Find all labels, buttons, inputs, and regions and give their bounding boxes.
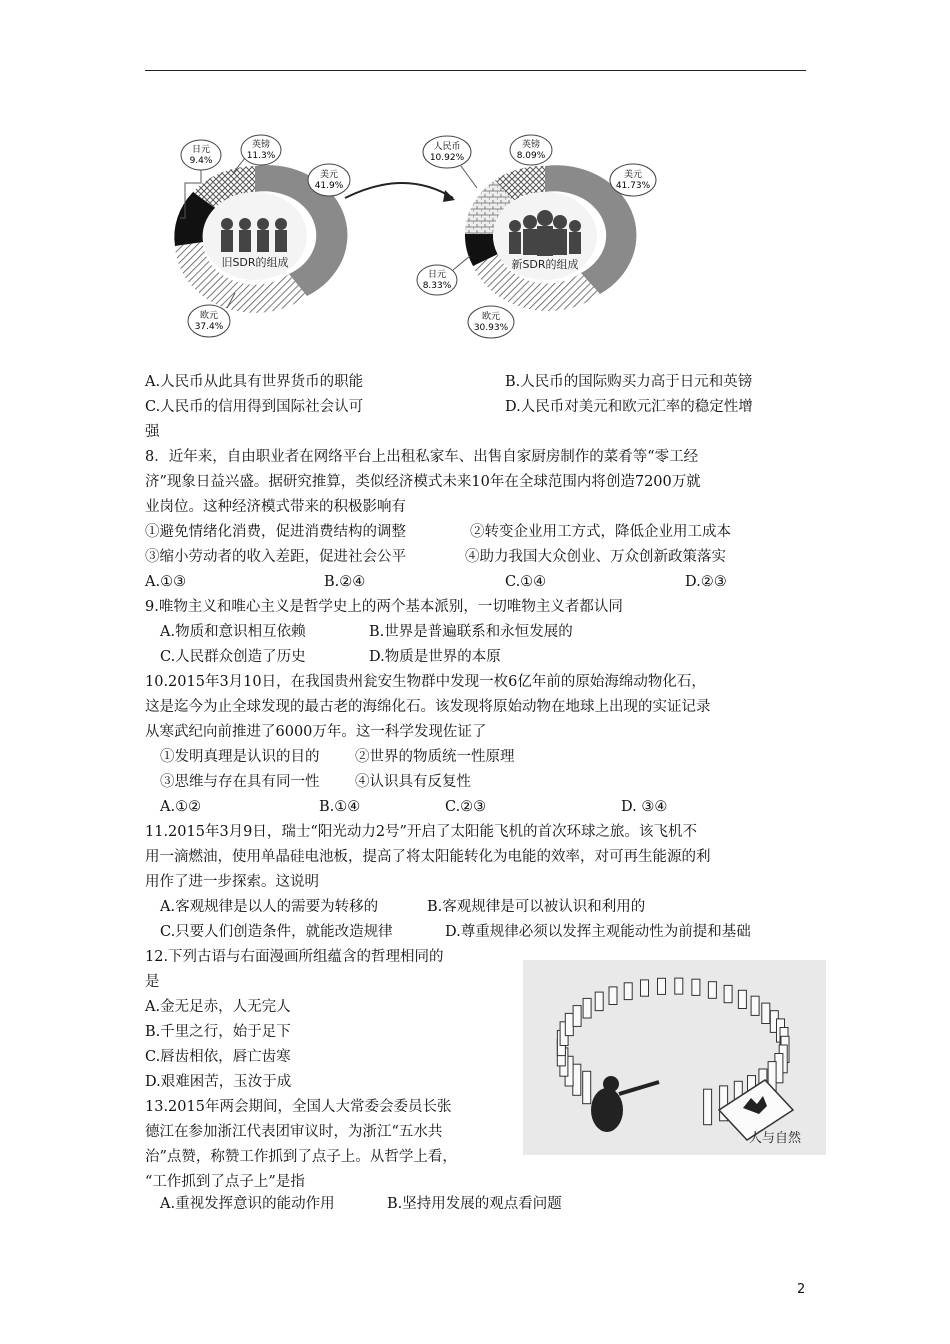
q12-stem-1: 12.下列古语与右面漫画所组蕴含的哲理相同的 xyxy=(145,949,444,965)
q8-option-c: C.①④ xyxy=(505,574,547,590)
q8-item-3: ③缩小劳动者的收入差距，促进社会公平 xyxy=(145,549,406,565)
q10-option-c: C.②③ xyxy=(445,799,487,815)
q8-option-b: B.②④ xyxy=(324,574,366,590)
q8-item-2: ②转变企业用工方式，降低企业用工成本 xyxy=(470,524,731,540)
header-rule xyxy=(145,70,806,71)
domino xyxy=(692,979,700,995)
new-sdr-center-label: 新SDR的组成 xyxy=(511,258,579,271)
svg-text:30.93%: 30.93% xyxy=(473,323,509,333)
svg-text:日元: 日元 xyxy=(427,270,447,280)
svg-text:41.9%: 41.9% xyxy=(314,181,344,191)
domino xyxy=(609,987,617,1005)
q7-option-d: D.人民币对美元和欧元汇率的稳定性增 xyxy=(505,399,753,415)
new-callout-jpy xyxy=(417,256,470,295)
svg-text:11.3%: 11.3% xyxy=(246,151,276,161)
cartoon-caption: 人与自然 xyxy=(749,1131,802,1146)
domino xyxy=(724,985,732,1002)
q11-stem-1: 11.2015年3月9日，瑞士“阳光动力2号”开启了太阳能飞机的首次环球之旅。该飞机不 xyxy=(145,824,697,840)
q12-option-b: B.千里之行，始于足下 xyxy=(145,1024,291,1040)
domino xyxy=(573,1064,581,1095)
old-callout-usd xyxy=(308,164,350,196)
q8-stem-1: 8．近年来，自由职业者在网络平台上出租私家车、出售自家厨房制作的菜肴等“零工经 xyxy=(145,449,699,465)
q8-item-1: ①避免情绪化消费，促进消费结构的调整 xyxy=(145,524,406,540)
domino xyxy=(624,983,632,1000)
q11-stem-3: 用作了进一步探索。这说明 xyxy=(145,874,319,890)
q10-stem-2: 这是迄今为止全球发现的最古老的海绵化石。该发现将原始动物在地球上出现的实证记录 xyxy=(145,699,711,715)
page-number: 2 xyxy=(797,1282,806,1297)
q11-option-a: A.客观规律是以人的需要为转移的 xyxy=(160,899,379,915)
q9-option-c: C.人民群众创造了历史 xyxy=(160,649,306,665)
q12-option-d: D.艰难困苦，玉汝于成 xyxy=(145,1074,292,1090)
domino xyxy=(704,1089,712,1125)
q10-stem-3: 从寒武纪向前推进了6000万年。这一科学发现佐证了 xyxy=(145,724,487,740)
q9-stem: 9.唯物主义和唯心主义是哲学史上的两个基本派别，一切唯物主义者都认同 xyxy=(145,599,623,615)
domino xyxy=(573,1006,581,1027)
q10-stem-1: 10.2015年3月10日，在我国贵州瓮安生物群中发现一枚6亿年前的原始海绵动物化石， xyxy=(145,674,706,690)
cartoon-domino-ring xyxy=(523,960,826,1155)
q8-option-d: D.②③ xyxy=(685,574,727,590)
q8-stem-3: 业岗位。这种经济模式带来的积极影响有 xyxy=(145,499,406,515)
svg-text:41.73%: 41.73% xyxy=(615,181,651,191)
q12-stem-2: 是 xyxy=(145,974,160,990)
svg-text:10.92%: 10.92% xyxy=(429,153,465,163)
q11-option-d: D.尊重规律必须以发挥主观能动性为前提和基础 xyxy=(445,924,751,940)
q10-item-3: ③思维与存在具有同一性 xyxy=(160,774,320,790)
q10-option-a: A.①② xyxy=(160,799,202,815)
q13-stem-1: 13.2015年两会期间，全国人大常委会委员长张 xyxy=(145,1099,452,1115)
q7-option-c: C.人民币的信用得到国际社会认可 xyxy=(145,399,364,415)
new-sdr-ring xyxy=(465,165,636,311)
new-callout-usd xyxy=(610,164,656,196)
svg-text:欧元: 欧元 xyxy=(481,312,501,322)
q13-stem-3: 治”点赞，称赞工作抓到了点子上。从哲学上看， xyxy=(145,1149,457,1165)
q13-stem-4: “工作抓到了点子上”是指 xyxy=(145,1174,305,1190)
new-callout-cny xyxy=(423,136,477,188)
svg-text:37.4%: 37.4% xyxy=(194,322,224,332)
domino xyxy=(751,996,759,1015)
q9-option-b: B.世界是普遍联系和永恒发展的 xyxy=(369,624,573,640)
domino xyxy=(675,978,683,994)
svg-text:人民币: 人民币 xyxy=(433,142,461,152)
domino xyxy=(583,998,591,1018)
q9-option-a: A.物质和意识相互依赖 xyxy=(160,624,306,640)
svg-text:英镑: 英镑 xyxy=(521,140,541,150)
transition-arrow xyxy=(345,183,453,198)
q8-item-4: ④助力我国大众创业、万众创新政策落实 xyxy=(465,549,726,565)
svg-text:9.4%: 9.4% xyxy=(189,156,213,166)
q9-option-d: D.物质是世界的本原 xyxy=(369,649,501,665)
q10-item-4: ④认识具有反复性 xyxy=(355,774,471,790)
domino xyxy=(595,992,603,1011)
svg-text:8.09%: 8.09% xyxy=(516,151,546,161)
domino xyxy=(658,978,666,994)
q10-option-d: D. ③④ xyxy=(621,799,668,815)
q13-stem-2: 德江在参加浙江代表团审议时，为浙江“五水共 xyxy=(145,1124,443,1140)
svg-text:欧元: 欧元 xyxy=(199,311,219,321)
old-sdr-center-label: 旧SDR的组成 xyxy=(221,256,289,269)
q11-option-c: C.只要人们创造条件，就能改造规律 xyxy=(160,924,393,940)
domino xyxy=(565,1013,573,1035)
new-callout-gbp xyxy=(510,135,552,165)
svg-text:美元: 美元 xyxy=(623,170,643,180)
q7-option-a: A.人民币从此具有世界货币的职能 xyxy=(145,374,364,390)
domino xyxy=(708,982,716,999)
domino xyxy=(583,1071,591,1103)
q7-option-d-cont: 强 xyxy=(145,424,160,440)
domino xyxy=(641,980,649,996)
q11-option-b: B.客观规律是可以被认识和利用的 xyxy=(427,899,646,915)
svg-text:美元: 美元 xyxy=(319,170,339,180)
sdr-composition-figure xyxy=(165,128,695,348)
q13-option-b: B.坚持用发展的观点看问题 xyxy=(387,1196,562,1212)
q10-item-1: ①发明真理是认识的目的 xyxy=(160,749,320,765)
q10-item-2: ②世界的物质统一性原理 xyxy=(355,749,515,765)
q7-option-b: B.人民币的国际购买力高于日元和英镑 xyxy=(505,374,753,390)
domino xyxy=(738,990,746,1008)
svg-text:英镑: 英镑 xyxy=(251,140,271,150)
q12-option-c: C.唇齿相依，唇亡齿寒 xyxy=(145,1049,291,1065)
domino xyxy=(762,1003,770,1023)
q8-option-a: A.①③ xyxy=(145,574,187,590)
new-callout-eur xyxy=(468,306,514,338)
q11-stem-2: 用一滴燃油，使用单晶硅电池板，提高了将太阳能转化为电能的效率，对可再生能源的利 xyxy=(145,849,711,865)
q10-option-b: B.①④ xyxy=(319,799,361,815)
q13-option-a: A.重视发挥意识的能动作用 xyxy=(160,1196,335,1212)
svg-text:日元: 日元 xyxy=(191,145,211,155)
svg-text:8.33%: 8.33% xyxy=(422,281,452,291)
q8-stem-2: 济”现象日益兴盛。据研究推算，类似经济模式未来10年在全球范围内将创造7200万就 xyxy=(145,474,701,490)
q12-option-a: A.金无足赤，人无完人 xyxy=(145,999,291,1015)
